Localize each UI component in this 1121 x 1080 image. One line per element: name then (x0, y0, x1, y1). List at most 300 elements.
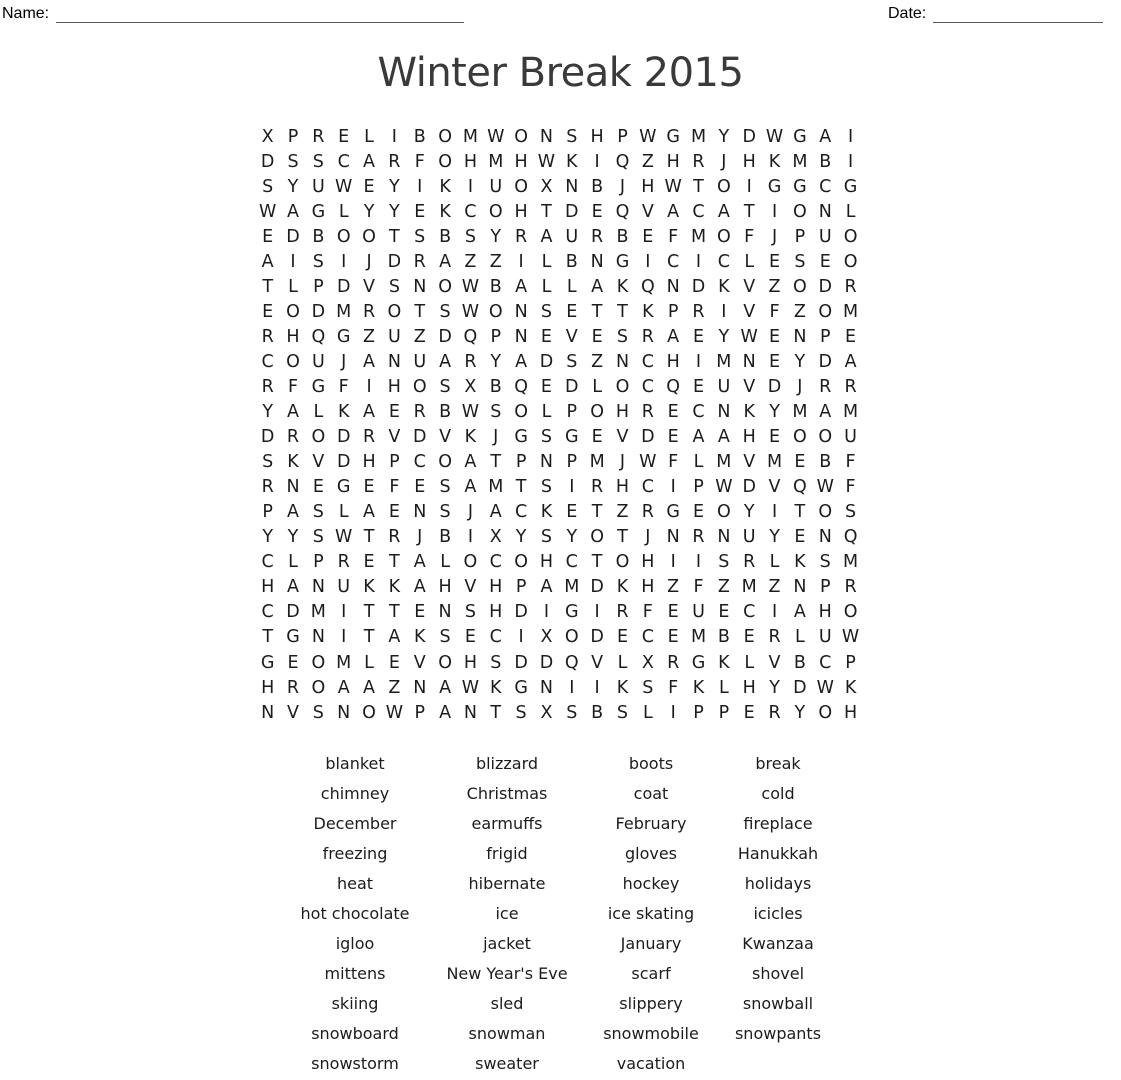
grid-letter-r8c7: T (414, 301, 426, 322)
grid-letter-r23c9: W (461, 677, 480, 698)
grid-letter-r8c13: E (566, 301, 578, 322)
grid-letter-r11c19: U (717, 376, 731, 397)
grid-letter-r2c16: Z (641, 151, 654, 172)
grid-letter-r2c20: H (742, 151, 756, 172)
grid-letter-r11c13: D (565, 376, 579, 397)
grid-letter-r17c17: N (666, 527, 680, 548)
date-label: Date: (888, 5, 927, 22)
grid-letter-r24c7: P (414, 702, 426, 723)
word-bank-item: Hanukkah (737, 843, 819, 863)
grid-letter-r17c14: O (590, 527, 605, 548)
grid-letter-r7c6: S (388, 276, 400, 297)
grid-letter-r3c1: S (262, 176, 274, 197)
grid-letter-r5c4: O (336, 226, 351, 247)
grid-letter-r14c16: W (639, 452, 657, 473)
grid-letter-r5c19: O (716, 226, 731, 247)
grid-letter-r11c22: J (797, 376, 803, 397)
grid-letter-r20c8: N (438, 602, 452, 623)
grid-letter-r19c15: K (616, 577, 629, 598)
grid-letter-r4c21: I (771, 201, 778, 222)
grid-letter-r22c15: L (617, 652, 628, 673)
grid-letter-r21c6: A (388, 627, 401, 648)
grid-letter-r7c22: O (793, 276, 807, 297)
grid-letter-r13c15: V (616, 427, 629, 448)
grid-letter-r4c3: G (311, 201, 326, 222)
grid-letter-r9c7: Z (413, 326, 426, 347)
grid-letter-r13c22: O (793, 427, 807, 448)
grid-letter-r21c17: E (667, 627, 679, 648)
word-bank-item: freezing (322, 843, 388, 863)
grid-letter-r12c19: N (717, 402, 731, 423)
grid-letter-r17c3: S (312, 527, 324, 548)
grid-letter-r7c3: P (313, 276, 324, 297)
grid-letter-r19c1: H (261, 577, 275, 598)
grid-letter-r16c13: E (566, 502, 578, 523)
grid-letter-r10c4: J (341, 351, 347, 372)
grid-letter-r5c12: A (540, 226, 553, 247)
grid-letter-r11c18: E (692, 376, 705, 397)
grid-letter-r12c21: Y (769, 402, 780, 423)
word-bank (270, 748, 828, 1079)
grid-letter-r8c8: S (439, 301, 451, 322)
grid-letter-r11c16: C (641, 376, 654, 397)
grid-letter-r16c21: I (771, 502, 778, 523)
word-bank-item: December (313, 813, 397, 833)
grid-letter-r5c13: U (565, 226, 579, 247)
grid-letter-r11c9: X (464, 376, 477, 397)
grid-letter-r20c23: H (818, 602, 832, 623)
grid-letter-r17c2: Y (287, 527, 299, 548)
grid-letter-r23c19: L (718, 677, 729, 698)
name-field-block (2, 4, 464, 23)
grid-letter-r17c9: I (467, 527, 473, 548)
grid-letter-r11c6: H (387, 376, 401, 397)
grid-letter-r12c22: M (792, 402, 808, 423)
grid-letter-r13c6: V (388, 427, 401, 448)
grid-letter-r21c18: M (690, 627, 707, 648)
word-bank-item: shovel (751, 964, 805, 984)
grid-letter-r23c21: Y (769, 677, 780, 698)
grid-letter-r17c8: B (439, 527, 452, 548)
grid-letter-r9c19: Y (718, 326, 730, 347)
grid-letter-r24c19: P (718, 702, 730, 723)
grid-letter-r2c15: Q (615, 151, 630, 172)
grid-letter-r1c2: P (287, 126, 299, 147)
grid-letter-r15c22: Q (793, 477, 807, 498)
grid-letter-r11c3: G (311, 376, 326, 397)
grid-letter-r16c5: A (363, 502, 376, 523)
grid-letter-r20c2: D (286, 602, 300, 623)
grid-letter-r14c10: T (490, 452, 502, 473)
grid-letter-r22c12: D (539, 652, 554, 673)
grid-letter-r8c9: W (461, 301, 480, 322)
grid-letter-r19c21: Z (768, 577, 781, 598)
grid-letter-r16c10: A (489, 502, 502, 523)
grid-letter-r14c20: V (743, 452, 756, 473)
grid-letter-r12c16: R (641, 402, 654, 423)
grid-letter-r21c7: K (413, 627, 426, 648)
grid-letter-r5c20: F (744, 226, 755, 247)
word-bank-item: heat (336, 873, 374, 893)
grid-letter-r4c1: W (259, 201, 277, 222)
grid-letter-r15c17: I (670, 477, 676, 498)
grid-letter-r14c1: S (262, 452, 274, 473)
grid-letter-r19c18: F (693, 577, 704, 598)
grid-letter-r13c13: G (565, 427, 579, 448)
grid-letter-r9c16: R (641, 326, 654, 347)
grid-letter-r6c2: I (290, 251, 296, 272)
word-bank-item: jacket (483, 934, 531, 954)
grid-letter-r23c20: H (742, 677, 756, 698)
grid-letter-r14c17: F (668, 452, 679, 473)
grid-letter-r10c14: Z (591, 351, 604, 372)
grid-letter-r17c7: J (417, 527, 423, 548)
grid-letter-r4c2: A (287, 201, 299, 222)
grid-letter-r15c21: V (768, 477, 781, 498)
grid-letter-r3c9: I (467, 176, 473, 197)
grid-letter-r14c24: F (845, 452, 856, 473)
grid-letter-r7c19: K (718, 276, 730, 297)
grid-letter-r5c2: D (286, 226, 300, 247)
grid-letter-r1c14: H (590, 126, 604, 147)
grid-letter-r24c6: W (385, 702, 404, 723)
grid-letter-r23c14: I (594, 677, 600, 698)
word-bank-item: gloves (624, 843, 678, 863)
grid-letter-r4c20: T (743, 201, 755, 222)
grid-letter-r24c21: R (768, 702, 781, 723)
grid-letter-r13c1: D (260, 427, 275, 448)
grid-letter-r3c22: G (793, 176, 807, 197)
grid-letter-r12c15: H (615, 402, 630, 423)
grid-letter-r20c21: I (771, 602, 778, 623)
grid-letter-r7c18: D (691, 276, 706, 297)
grid-letter-r2c5: A (363, 151, 376, 172)
grid-letter-r8c1: E (262, 301, 274, 322)
grid-letter-r9c10: P (490, 326, 502, 347)
grid-letter-r13c20: H (742, 427, 756, 448)
grid-letter-r17c5: T (363, 527, 375, 548)
grid-letter-r18c15: O (615, 552, 630, 573)
letter-grid (255, 124, 863, 725)
grid-letter-r15c11: T (515, 477, 527, 498)
grid-letter-r23c10: K (490, 677, 502, 698)
grid-letter-r11c23: R (819, 376, 832, 397)
grid-letter-r10c10: Y (490, 351, 502, 372)
grid-letter-r15c6: F (389, 477, 400, 498)
grid-letter-r11c8: S (439, 376, 451, 397)
grid-letter-r14c7: C (413, 452, 426, 473)
grid-letter-r6c18: I (695, 251, 702, 272)
grid-letter-r5c17: F (668, 226, 679, 247)
grid-letter-r21c21: R (768, 627, 781, 648)
grid-letter-r20c19: E (718, 602, 730, 623)
grid-letter-r13c24: U (844, 427, 857, 448)
grid-letter-r8c4: M (336, 301, 352, 322)
grid-letter-r6c10: Z (489, 251, 502, 272)
grid-letter-r7c2: L (288, 276, 298, 297)
grid-letter-r9c2: H (286, 326, 300, 347)
grid-letter-r4c10: O (488, 201, 503, 222)
grid-letter-r2c2: S (287, 151, 299, 172)
grid-letter-r8c11: N (514, 301, 528, 322)
grid-letter-r12c18: C (692, 402, 705, 423)
grid-letter-r14c11: P (515, 452, 527, 473)
grid-letter-r1c18: M (690, 126, 707, 147)
grid-letter-r3c18: T (693, 176, 704, 197)
grid-letter-r19c7: A (413, 577, 426, 598)
grid-letter-r10c3: U (311, 351, 325, 372)
grid-letter-r15c12: S (540, 477, 552, 498)
grid-letter-r18c13: C (565, 552, 578, 573)
grid-letter-r8c24: M (843, 301, 859, 322)
grid-letter-r17c23: N (818, 527, 832, 548)
grid-letter-r9c5: Z (363, 326, 376, 347)
grid-letter-r19c3: N (311, 577, 325, 598)
grid-letter-r11c11: Q (514, 376, 528, 397)
grid-letter-r3c15: J (619, 176, 626, 197)
grid-letter-r22c17: R (667, 652, 680, 673)
grid-letter-r5c9: S (464, 226, 476, 247)
grid-letter-r12c24: M (843, 402, 859, 423)
grid-letter-r7c1: T (262, 276, 274, 297)
grid-letter-r13c10: J (493, 427, 499, 448)
grid-letter-r15c7: E (414, 477, 426, 498)
grid-letter-r10c6: N (387, 351, 401, 372)
grid-letter-r24c12: X (540, 702, 553, 723)
grid-letter-r23c2: R (286, 677, 300, 698)
grid-letter-r7c4: D (336, 276, 351, 297)
grid-letter-r7c9: W (461, 276, 480, 297)
grid-letter-r18c24: M (843, 552, 859, 573)
grid-letter-r9c15: S (616, 326, 629, 347)
grid-letter-r11c20: V (743, 376, 756, 397)
word-bank-item: snowpants (734, 1024, 822, 1044)
grid-letter-r22c13: Q (564, 652, 579, 673)
grid-letter-r13c23: O (818, 427, 833, 448)
grid-letter-r24c11: S (515, 702, 527, 723)
grid-letter-r9c21: E (769, 326, 781, 347)
grid-letter-r21c24: W (841, 627, 860, 648)
grid-letter-r11c10: B (489, 376, 502, 397)
grid-letter-r17c1: Y (262, 527, 274, 548)
grid-letter-r5c14: R (591, 226, 604, 247)
grid-letter-r4c17: A (667, 201, 680, 222)
grid-letter-r8c22: Z (793, 301, 806, 322)
grid-letter-r13c12: S (540, 427, 552, 448)
grid-letter-r8c2: O (286, 301, 300, 322)
grid-letter-r21c11: I (518, 627, 524, 648)
grid-letter-r5c11: R (515, 226, 528, 247)
grid-letter-r10c7: U (413, 351, 427, 372)
word-bank-item: Christmas (466, 783, 548, 803)
grid-letter-r18c5: E (363, 552, 375, 573)
grid-letter-r1c8: O (438, 126, 452, 147)
grid-letter-r21c8: S (439, 627, 451, 648)
grid-letter-r17c11: Y (515, 527, 527, 548)
word-bank-item: slippery (619, 994, 683, 1014)
grid-letter-r7c11: A (515, 276, 528, 297)
grid-letter-r10c13: S (566, 351, 578, 372)
grid-letter-r17c10: X (489, 527, 502, 548)
grid-letter-r13c9: K (464, 427, 477, 448)
grid-letter-r17c24: Q (843, 527, 858, 548)
grid-letter-r7c20: V (743, 276, 756, 297)
grid-letter-r3c7: I (417, 176, 423, 197)
grid-letter-r13c19: A (717, 427, 730, 448)
grid-letter-r7c12: L (541, 276, 552, 297)
grid-letter-r1c22: G (793, 126, 807, 147)
grid-letter-r14c13: P (566, 452, 578, 473)
grid-letter-r14c2: K (287, 452, 299, 473)
grid-letter-r24c18: P (693, 702, 704, 723)
grid-letter-r7c13: L (566, 276, 577, 297)
grid-letter-r24c9: N (463, 702, 477, 723)
grid-letter-r4c22: O (793, 201, 807, 222)
grid-letter-r9c9: Q (463, 326, 478, 347)
grid-letter-r15c4: G (336, 477, 351, 498)
grid-letter-r5c7: S (414, 226, 426, 247)
grid-letter-r15c1: R (261, 477, 274, 498)
grid-letter-r20c13: G (565, 602, 579, 623)
grid-letter-r2c11: H (514, 151, 528, 172)
grid-letter-r9c8: D (438, 326, 452, 347)
grid-letter-r3c17: W (664, 176, 682, 197)
name-blank-line[interactable] (56, 5, 464, 23)
date-blank-line[interactable] (933, 5, 1103, 23)
grid-letter-r24c4: N (337, 702, 351, 723)
grid-letter-r19c5: K (363, 577, 375, 598)
grid-letter-r11c4: F (338, 376, 349, 397)
grid-letter-r1c3: R (312, 126, 325, 147)
grid-letter-r21c9: E (464, 627, 476, 648)
grid-letter-r16c8: S (439, 502, 451, 523)
grid-letter-r16c1: P (262, 502, 273, 523)
grid-letter-r15c10: M (488, 477, 504, 498)
grid-letter-r9c23: P (819, 326, 831, 347)
grid-letter-r8c16: K (642, 301, 654, 322)
grid-letter-r23c3: O (311, 677, 326, 698)
word-bank-item: snowmobile (603, 1024, 699, 1044)
grid-letter-r1c16: W (639, 126, 657, 147)
grid-letter-r24c2: V (287, 702, 299, 723)
grid-letter-r22c10: S (490, 652, 502, 673)
grid-letter-r6c7: R (413, 251, 426, 272)
grid-letter-r15c19: W (715, 477, 733, 498)
grid-letter-r14c21: M (766, 452, 783, 473)
grid-letter-r8c10: O (488, 301, 503, 322)
grid-letter-r20c22: A (793, 602, 806, 623)
grid-letter-r6c14: N (590, 251, 604, 272)
grid-letter-r21c12: X (540, 627, 553, 648)
grid-letter-r6c20: L (744, 251, 755, 272)
grid-letter-r11c12: E (540, 376, 552, 397)
grid-letter-r19c16: H (641, 577, 655, 598)
grid-letter-r4c24: L (845, 201, 856, 222)
grid-letter-r22c2: E (287, 652, 299, 673)
grid-letter-r6c1: A (261, 251, 274, 272)
grid-letter-r16c3: S (312, 502, 324, 523)
grid-letter-r17c20: U (742, 527, 756, 548)
grid-letter-r9c20: W (740, 326, 758, 347)
grid-letter-r23c12: N (539, 677, 553, 698)
word-bank-item: February (615, 813, 687, 833)
grid-letter-r2c4: C (337, 151, 350, 172)
grid-letter-r7c8: O (438, 276, 452, 297)
grid-letter-r10c11: A (515, 351, 528, 372)
word-bank-item: frigid (486, 843, 528, 863)
grid-letter-r5c23: U (818, 226, 832, 247)
grid-letter-r22c16: X (641, 652, 654, 673)
grid-letter-r6c21: E (769, 251, 781, 272)
grid-letter-r1c7: B (413, 126, 426, 147)
grid-letter-r23c18: K (692, 677, 705, 698)
grid-letter-r11c5: I (366, 376, 372, 397)
grid-letter-r9c1: R (261, 326, 274, 347)
grid-letter-r1c6: I (391, 126, 397, 147)
grid-letter-r3c20: I (746, 176, 752, 197)
grid-letter-r15c13: I (569, 477, 575, 498)
grid-letter-r4c5: Y (363, 201, 375, 222)
grid-letter-r4c7: E (414, 201, 426, 222)
grid-letter-r10c21: E (769, 351, 781, 372)
grid-letter-r18c18: I (695, 552, 702, 573)
grid-letter-r12c4: K (337, 402, 350, 423)
grid-letter-r12c9: W (461, 402, 480, 423)
grid-letter-r19c17: Z (667, 577, 680, 598)
word-bank-item: Kwanzaa (742, 934, 814, 954)
grid-letter-r16c14: T (591, 502, 603, 523)
word-bank-item: snowboard (311, 1024, 399, 1044)
grid-letter-r24c22: Y (794, 702, 806, 723)
grid-letter-r19c12: A (540, 577, 553, 598)
grid-letter-r15c14: R (591, 477, 604, 498)
grid-letter-r14c15: J (619, 452, 626, 473)
grid-letter-r14c5: H (362, 452, 376, 473)
grid-letter-r14c8: O (438, 452, 452, 473)
grid-letter-r16c18: E (692, 502, 705, 523)
grid-letter-r7c7: N (413, 276, 427, 297)
grid-letter-r3c5: E (363, 176, 375, 197)
page-title: Winter Break 2015 (377, 50, 744, 96)
grid-letter-r22c14: V (591, 652, 604, 673)
grid-letter-r8c15: T (617, 301, 628, 322)
grid-letter-r17c16: J (645, 527, 651, 548)
grid-letter-r20c12: I (543, 602, 550, 623)
grid-letter-r20c18: U (692, 602, 705, 623)
grid-letter-r12c3: L (313, 402, 324, 423)
word-bank-item: coat (633, 783, 669, 803)
grid-letter-r3c21: G (767, 176, 782, 197)
word-bank-item: snowstorm (311, 1054, 399, 1074)
grid-letter-r6c22: S (794, 251, 806, 272)
grid-letter-r9c22: N (793, 326, 807, 347)
grid-letter-r18c2: L (288, 552, 298, 573)
grid-letter-r3c19: O (716, 176, 731, 197)
grid-letter-r2c13: K (566, 151, 578, 172)
grid-letter-r5c5: O (362, 226, 376, 247)
grid-letter-r5c22: P (794, 226, 806, 247)
grid-letter-r12c8: B (439, 402, 452, 423)
grid-letter-r18c6: T (389, 552, 400, 573)
grid-letter-r5c3: B (312, 226, 325, 247)
grid-letter-r23c5: A (363, 677, 376, 698)
grid-letter-r22c19: K (718, 652, 730, 673)
grid-letter-r10c2: O (286, 351, 300, 372)
grid-letter-r3c8: K (439, 176, 451, 197)
grid-letter-r18c20: R (743, 552, 756, 573)
grid-letter-r15c3: E (312, 477, 324, 498)
grid-letter-r9c24: E (845, 326, 857, 347)
